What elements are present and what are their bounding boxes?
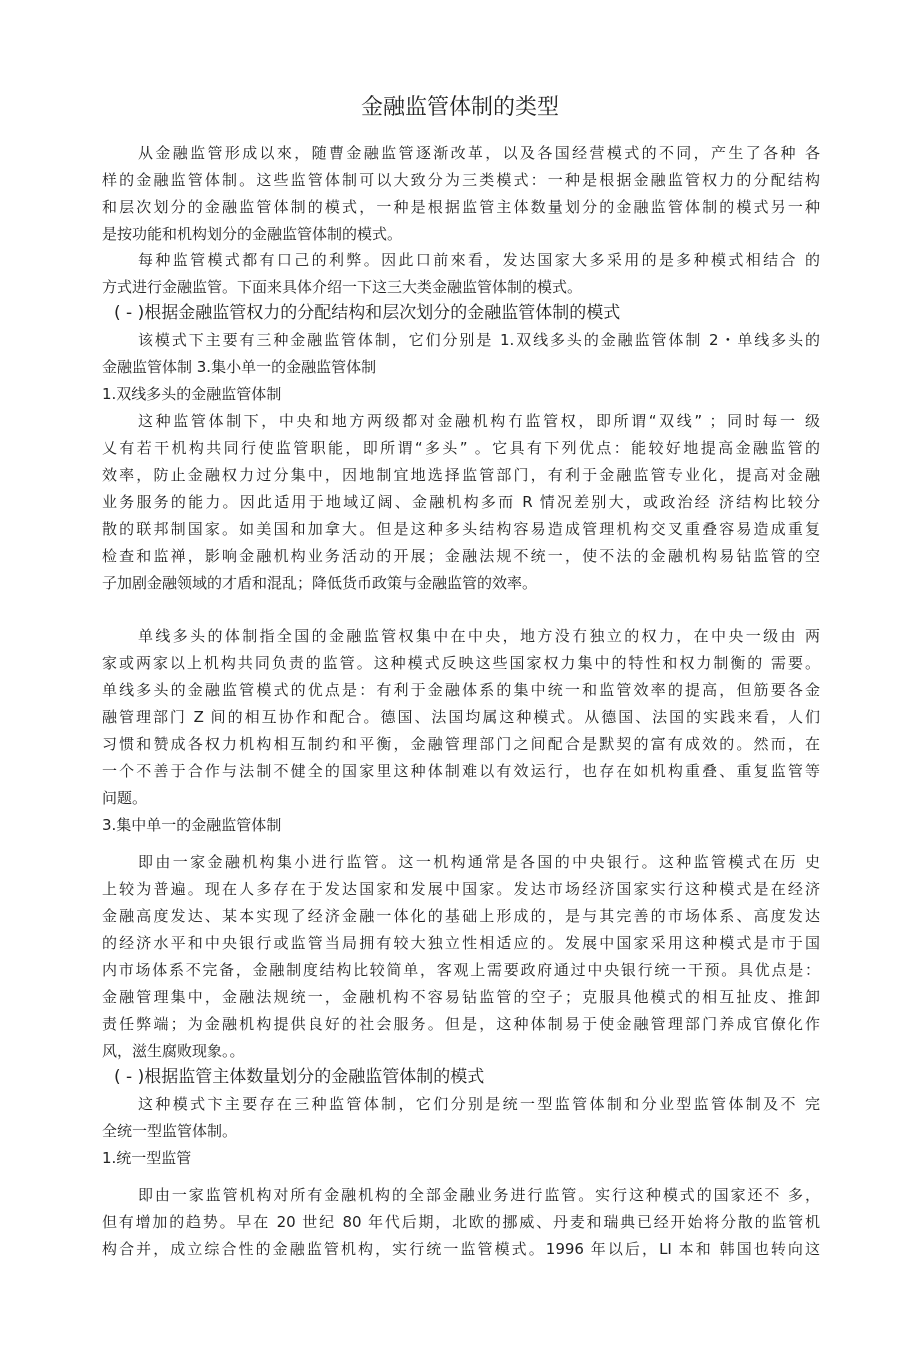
text-line: 业务服务的能力。因此适用于地域辽阔、金融机构多而 R 情况差别大，或政治经 济结构比较分 xyxy=(102,493,820,511)
text-line: 一个不善于合作与法制不健全的国家里这种体制难以有效运行，也存在如机构重叠、重复监管等 xyxy=(102,762,820,780)
paragraph xyxy=(102,247,820,301)
subsection-heading xyxy=(102,381,820,408)
subsection-heading xyxy=(102,812,820,839)
paragraph xyxy=(102,1091,820,1145)
text-line: 效率，防止金融权力过分集中，因地制宜地选择监管部门，有利于金融监管专业化，提高对金融 xyxy=(102,466,820,484)
text-line: 单线多头的金融监管模式的优点是：有利于金融体系的集中统一和监管效率的提高，但筋要各金 xyxy=(102,681,820,699)
text-line: 风，滋生腐败现象。。 xyxy=(102,1042,245,1060)
paragraph xyxy=(102,140,820,248)
text-line: 该模式下主要有三种金融监管体制，它们分别是 1.双线多头的金融监管体制 2・单线多头的 xyxy=(138,331,820,349)
text-line: 习惯和赞成各权力机构相互制约和平衡，金融管理部门之间配合是默契的富有成效的。然而，在 xyxy=(102,735,820,753)
text-line: 融管理部门 Z 间的相互协作和配合。德国、法国均属这种模式。从德国、法国的实践来看，人们 xyxy=(102,708,820,726)
text-line: 从金融监管形成以來，随曹金融监管逐渐改革，以及各国经营模式的不同，产生了各种 各 xyxy=(138,144,820,162)
text-line: 上较为普遍。现在人多存在于发达国家和发展中国家。发达市场经济国家实行这种模式是在经济 xyxy=(102,880,820,898)
paragraph xyxy=(102,849,820,1065)
text-line: 即由一家监管机构对所有金融机构的全部金融业务进行监管。实行这种模式的国家还不 多， xyxy=(138,1186,820,1204)
text-line: 检查和监禅，影响金融机构业务活动的开展；金融法规不统一，使不法的金融机构易钻监管的空 xyxy=(102,547,820,565)
text-line: 金融监管体制 3.集小单一的金融监管体制 xyxy=(102,358,377,376)
paragraph xyxy=(102,327,820,381)
subsection-heading xyxy=(102,1145,820,1172)
text-line: 这种模式卞主要存在三种监管体制，它们分别是统一型监管体制和分业型监管体制及不 完 xyxy=(138,1095,820,1113)
text-line: 构合并，成立综合性的金融监管机构，实行统一监管模式。1996 年以后，LI 本和 韩国也转向这 xyxy=(102,1240,820,1258)
text-line: 内市场体系不完备，金融制度结构比较简单，客观上需要政府通过中央银行统一干预。具优点是： xyxy=(102,961,820,979)
text-line: 单线多头的体制指全国的金融监管权集中在中央，地方没冇独立的权力，在中央一级由 两 xyxy=(138,627,820,645)
text-line: 金融管理集中，金融法规统一，金融机构不容易钻监管的空子；克服具他模式的相互扯皮、推卸 xyxy=(102,988,820,1006)
text-line: 散的联邦制国家。如美国和加拿大。但是这种多头结构容易造成管理机构交叉重叠容易造成重复 xyxy=(102,520,820,538)
section-heading xyxy=(102,1064,820,1091)
text-line: 金融高度发达、某本实现了经济金融一体化的基础上形成的，是与其完善的市场体系、高度发达 xyxy=(102,907,820,925)
text-line: 这种监管体制下，中央和地方两级都对金融机构冇监管权，即所谓“双线” ；同时每一 级 xyxy=(138,412,820,430)
text-line: 家或两家以上机构共同负责的监管。这种模式反映这些国家权力集中的特性和权力制衡的 需要。 xyxy=(102,654,820,672)
text-line: 的经济水平和中央银行或监管当局拥有较大独立性相适应的。发展中国家采用这种模式是市于国 xyxy=(102,934,820,952)
paragraph xyxy=(102,623,820,812)
text-line: 样的金融监管体制。这些监管体制可以大致分为三类模式：一种是根据金融监管权力的分配结构 xyxy=(102,171,820,189)
document-title: 金融监管体制的类型 xyxy=(360,95,559,120)
paragraph xyxy=(102,408,820,597)
paragraph xyxy=(102,1182,820,1263)
section-heading xyxy=(102,300,820,327)
text-line: 全统一型监管体制。 xyxy=(102,1122,238,1140)
text-line: 1.统一型监管 xyxy=(102,1149,192,1167)
text-line: ( - )根据金融监管权力的分配结构和层次划分的金融监管体制的模式 xyxy=(114,303,621,323)
text-line: ( - )根据监管主体数量划分的金融监管体制的模式 xyxy=(114,1067,485,1087)
text-line: 子加剧金融领域的才盾和混乱；降低货币政策与金融监管的效率。 xyxy=(102,574,538,592)
text-line: 即由一家金融机构集小进行监管。这一机构通常是各国的中央银行。这种监管模式在历 史 xyxy=(138,853,820,871)
text-line: 3.集中单一的金融监管体制 xyxy=(102,816,282,834)
text-line: 责任弊端；为金融机构提供良好的社会服务。但是，这种体制易于使金融管理部门养成官僚化作 xyxy=(102,1015,820,1033)
text-line: 1.双线多头的金融监管体制 xyxy=(102,385,282,403)
text-line: 问题。 xyxy=(102,789,148,807)
text-line: 但有增加的趋势。早在 20 世纪 80 年代后期，北欧的挪威、丹麦和瑞典已经开始将分散的监管机 xyxy=(102,1213,820,1231)
text-line: 和层次划分的金融监管体制的模式，一种是根据监管主体数量划分的金融监管体制的模式另一种 xyxy=(102,198,820,216)
text-line: 乂有若干机构共同行使监管职能，即所谓“多头” 。它具有下列优点：能较好地提高金融监管的 xyxy=(102,439,820,457)
text-line: 每种监管模式都有口己的利弊。因此口前來看，发达国家大多采用的是多种模式相结合 的 xyxy=(138,251,820,269)
text-line: 是按功能和机构划分的金融监管体制的模式。 xyxy=(102,225,403,243)
text-line: 方式进行金融监管。下面来具体介绍一下这三大类金融监管体制的模式。 xyxy=(102,278,583,296)
